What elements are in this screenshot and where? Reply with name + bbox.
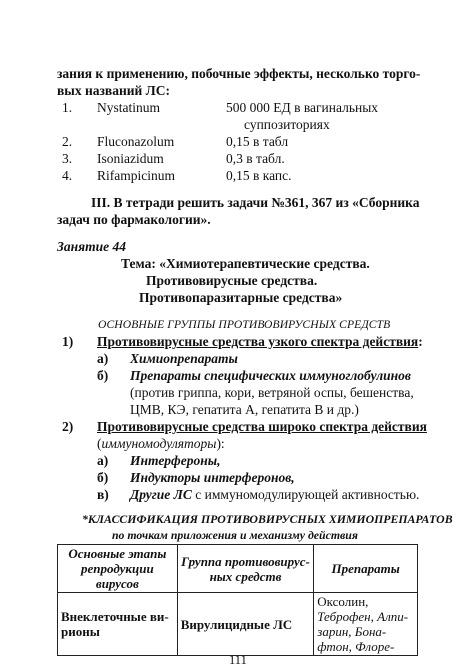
group-2-number: 2)	[62, 419, 74, 434]
drug-dose: 0,15 в табл	[226, 134, 289, 149]
drug-dose: 0,15 в капс.	[226, 168, 292, 183]
classification-title-1: *КЛАССИФИКАЦИЯ ПРОТИВОВИРУСНЫХ ХИМИОПРЕПАРАТОВ	[82, 512, 453, 526]
task-line-2: задач по фармакологии».	[57, 212, 211, 227]
header-stages: Основные этапы репродукции вирусов	[58, 545, 178, 593]
group-1-number: 1)	[62, 334, 74, 349]
group-2-title: Противовирусные средства широко спектра действия	[97, 419, 427, 434]
group-2-sub-close: ):	[216, 436, 225, 451]
group-2b-letter: б)	[97, 470, 109, 485]
group-1b-detail-2: ЦМВ, КЭ, гепатита А, гепатита В и др.)	[130, 402, 359, 417]
drug-dose: 0,3 в табл.	[226, 151, 285, 166]
lesson-theme-3: Противопаразитарные средства»	[139, 290, 343, 305]
drug-num: 3.	[62, 151, 73, 166]
cell-group: Вирулицидные ЛС	[177, 593, 314, 656]
drug-name: Nystatinum	[97, 100, 160, 115]
drug-num: 4.	[62, 168, 73, 183]
cell-drug-italic: Теброфен, Алпи-зарин, Бона-фтон, Флоре-	[317, 609, 409, 654]
group-2-sub: иммуномодуляторы	[101, 436, 217, 451]
antiviral-table	[57, 544, 418, 656]
drug-dose-cont: суппозиториях	[244, 117, 330, 132]
drug-num: 1.	[62, 100, 73, 115]
group-2a-text: Интерфероны,	[130, 453, 221, 468]
task-line-1: III. В тетради решить задачи №361, 367 из «Сборника	[91, 195, 420, 210]
table-row	[58, 593, 418, 656]
group-1a-text: Химиопрепараты	[130, 351, 238, 366]
group-1a-letter: а)	[97, 351, 109, 366]
lesson-theme-2: Противовирусные средства.	[146, 273, 318, 288]
group-2a-letter: а)	[97, 453, 109, 468]
header-group: Группа противовирус-ных средств	[177, 545, 314, 593]
group-1b-detail-1: (против гриппа, кори, ветряной оспы, бешенства,	[130, 385, 414, 400]
lesson-label: Занятие 44	[57, 239, 126, 254]
classification-title-2: по точкам приложения и механизму действия	[112, 528, 358, 542]
page-number: 111	[229, 653, 247, 667]
drug-name: Rifampicinum	[97, 168, 175, 183]
drug-dose: 500 000 ЕД в вагинальных	[226, 100, 379, 115]
drug-name: Fluconazolum	[97, 134, 175, 149]
group-2-sub-open: (	[97, 436, 102, 451]
groups-heading: ОСНОВНЫЕ ГРУППЫ ПРОТИВОВИРУСНЫХ СРЕДСТВ	[98, 318, 391, 331]
drug-num: 2.	[62, 134, 73, 149]
intro-line-1: зания к применению, побочные эффекты, несколько торго-	[57, 66, 421, 81]
group-1-colon: :	[418, 334, 423, 349]
group-1-title: Противовирусные средства узкого спектра действия	[97, 334, 419, 349]
group-2c-letter: в)	[97, 487, 109, 502]
group-2c-text: Другие ЛС	[130, 487, 192, 502]
group-2b-text: Индукторы интерферонов,	[130, 470, 295, 485]
group-1b-letter: б)	[97, 368, 109, 383]
lesson-theme-1: Тема: «Химиотерапевтические средства.	[121, 256, 370, 271]
group-2c-rest: с иммуномодулирующей активностью.	[191, 487, 420, 502]
cell-stage: Внеклеточные ви-рионы	[58, 593, 178, 656]
header-drugs: Препараты	[314, 545, 418, 593]
cell-drug-plain: Оксолин,	[317, 594, 369, 609]
drug-name: Isoniazidum	[97, 151, 164, 166]
group-1b-text: Препараты специфических иммуноглобулинов	[130, 368, 411, 383]
cell-drugs	[314, 593, 418, 656]
table-header-row	[58, 545, 418, 593]
intro-line-2: вых названий ЛС:	[57, 83, 170, 98]
